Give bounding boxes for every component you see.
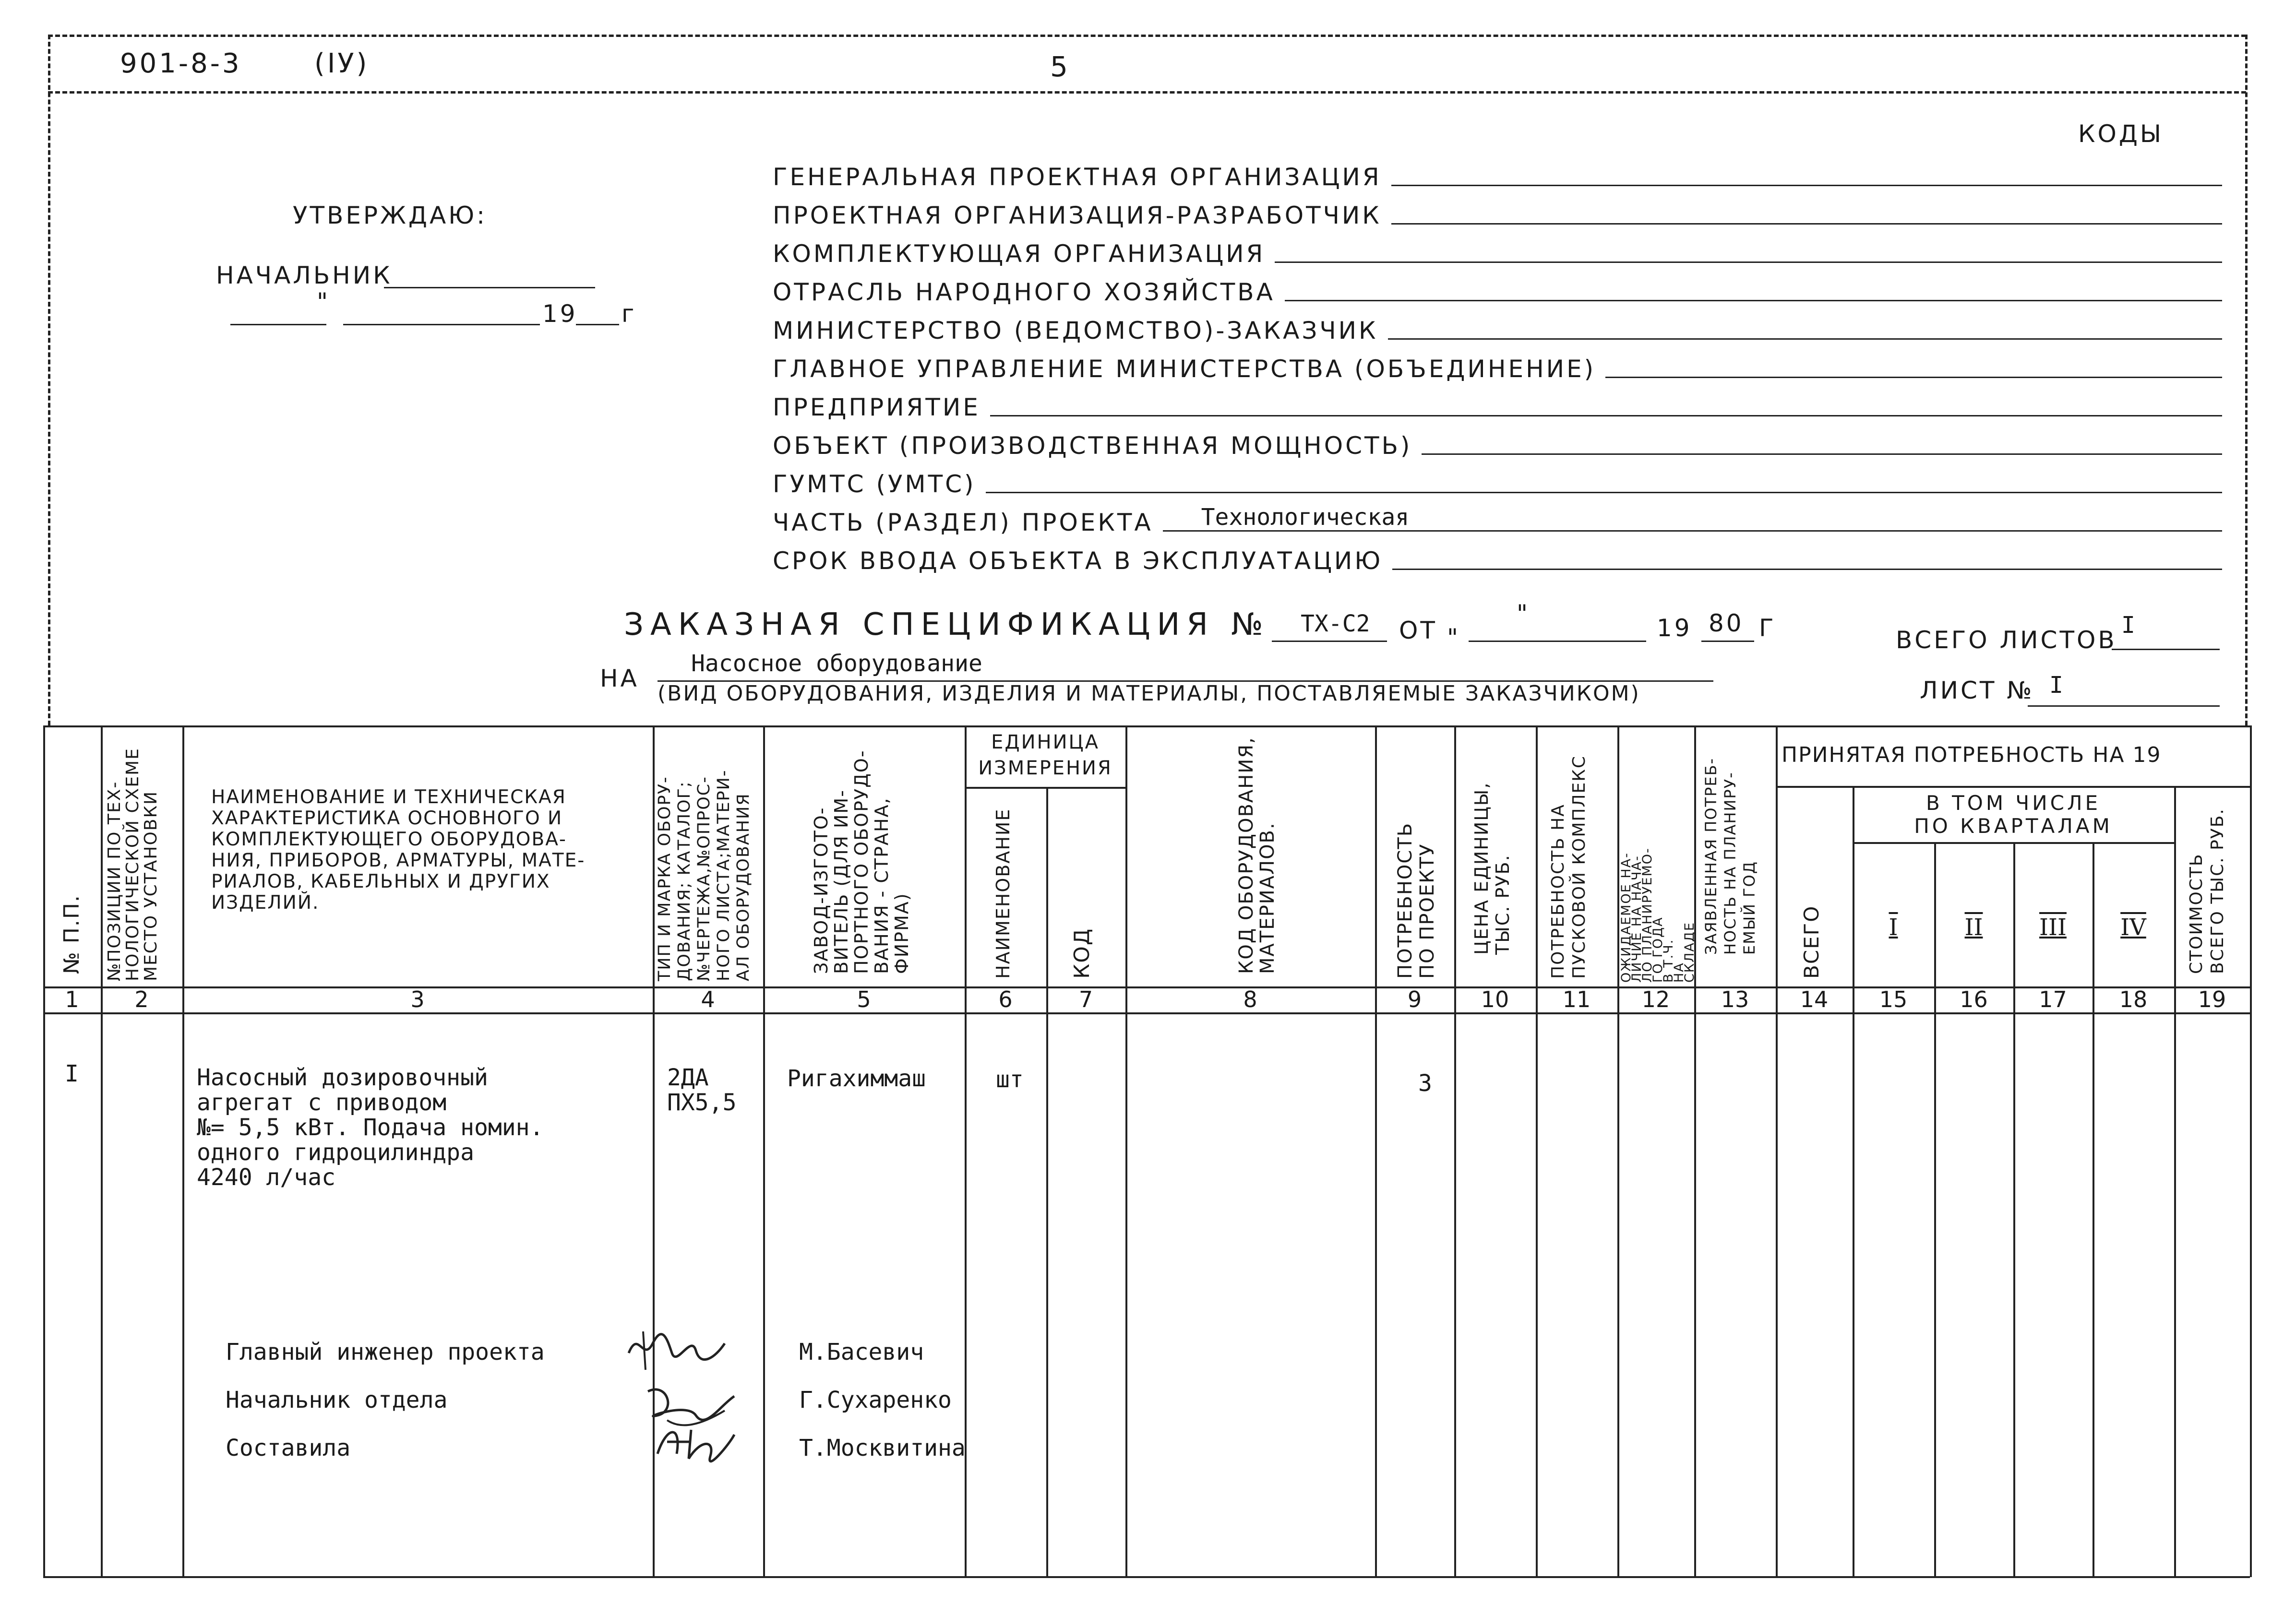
header-quantity: ПОТРЕБНОСТЬ ПО ПРОЕКТУ [1394, 822, 1438, 979]
org-field-line [1388, 338, 2222, 340]
col-border-16 [2013, 842, 2015, 1577]
org-field [773, 421, 2222, 460]
column-number: 13 [1721, 986, 1749, 1012]
spec-year-prefix: 19 [1657, 614, 1692, 642]
stamp-volume: (IУ) [314, 48, 370, 79]
header-declared: ЗАЯВЛЕННАЯ ПОТРЕБ- НОСТЬ НА ПЛАНИРУ- ЕМЫЙ ГОД [1702, 757, 1758, 955]
approve-year-suffix: г [622, 300, 637, 328]
header-position: №ПОЗИЦИИ ПО ТЕХ- НОЛОГИЧЕСКОЙ СХЕМЕ МЕСТО УСТАНОВКИ [105, 748, 161, 981]
col-border-8 [1375, 725, 1377, 1577]
org-field [773, 460, 2222, 498]
table-top-border [43, 725, 2250, 727]
column-number: 3 [410, 986, 425, 1012]
stamp-code: 901-8-3 [120, 48, 242, 79]
header-q4: IV [2120, 914, 2146, 941]
column-number: 10 [1481, 986, 1509, 1012]
column-number: 7 [1078, 986, 1093, 1012]
spec-date-line [1469, 641, 1646, 642]
handwritten-signature-1 [624, 1324, 729, 1377]
col-border-9 [1454, 725, 1456, 1577]
org-field-line [1275, 261, 2222, 263]
column-number: 2 [134, 986, 149, 1012]
signature-role: Главный инженер проекта [226, 1339, 545, 1366]
signature-name: Т.Москвитина [799, 1435, 966, 1461]
spec-title: ЗАКАЗНАЯ СПЕЦИФИКАЦИЯ № [624, 607, 1270, 642]
accepted-group-divider [1776, 786, 2250, 788]
signature-role: Начальник отдела [226, 1387, 448, 1413]
header-cost: СТОИМОСТЬ ВСЕГО ТЫС. РУБ. [2187, 808, 2227, 974]
col-border-13 [1776, 725, 1778, 1577]
col-border-14 [1853, 786, 1854, 1577]
row-quantity: 3 [1418, 1070, 1432, 1097]
org-fields [773, 153, 2222, 575]
frame-right-border [2245, 35, 2248, 725]
org-field-line [1285, 300, 2222, 301]
org-field-line [1391, 223, 2222, 225]
frame-top-border [48, 35, 2246, 37]
org-field [773, 191, 2222, 229]
header-unit-price: ЦЕНА ЕДИНИЦЫ, ТЫС. РУБ. [1471, 782, 1513, 955]
spec-date-quote-close: " [1517, 600, 1530, 628]
org-field [773, 536, 2222, 575]
col-border-19 [2250, 725, 2252, 1577]
column-number: 17 [2039, 986, 2067, 1012]
row-unit-name: шт [996, 1066, 1024, 1093]
col-border-1 [101, 725, 103, 1577]
unit-group-divider [965, 787, 1125, 789]
org-field [773, 306, 2222, 344]
approve-month-line [343, 324, 540, 325]
org-field-line [1605, 377, 2222, 378]
org-field-label: ПРОЕКТНАЯ ОРГАНИЗАЦИЯ-РАЗРАБОТЧИК [773, 202, 1382, 229]
header-q3: III [2039, 914, 2067, 941]
col-border-4 [763, 725, 765, 1577]
header-type: ТИП И МАРКА ОБОРУ- ДОВАНИЯ; КАТАЛОГ; №ЧЕРТЕЖА,№ОПРОС- НОГО ЛИСТА;МАТЕРИ- АЛ ОБОРУДОВАНИЯ [655, 769, 753, 981]
spec-number-line [1272, 641, 1387, 642]
total-sheets-label: ВСЕГО ЛИСТОВ [1896, 626, 2117, 654]
column-number: 6 [998, 986, 1013, 1012]
col-border-2 [182, 725, 184, 1577]
row-name: Насосный дозировочный агрегат с приводом №= 5,5 кВт. Подача номин. одного гидроцилиндра 4240 л/час [197, 1064, 544, 1191]
col-border-7 [1125, 725, 1127, 1577]
approve-title: УТВЕРЖДАЮ: [293, 202, 488, 229]
header-unit-group: ЕДИНИЦА ИЗМЕРЕНИЯ [978, 731, 1112, 779]
header-no: № П.П. [60, 894, 84, 974]
header-quarters-group: В ТОМ ЧИСЛЕ ПО КВАРТАЛАМ [1914, 791, 2113, 838]
row-type: 2ДА ПХ5,5 [667, 1064, 737, 1116]
approve-date-quote: " [317, 288, 330, 316]
spec-from: ОТ [1399, 617, 1437, 644]
column-number: 14 [1800, 986, 1829, 1012]
col-border-0 [43, 725, 45, 1577]
org-field-label: ЧАСТЬ (РАЗДЕЛ) ПРОЕКТА [773, 509, 1153, 536]
org-field-label: ПРЕДПРИЯТИЕ [773, 393, 981, 421]
signature-name: Г.Сухаренко [799, 1387, 952, 1413]
spec-subject: Насосное оборудование [691, 650, 982, 677]
column-number: 4 [701, 986, 715, 1012]
org-field-line [1163, 504, 2222, 532]
org-field-label: ОТРАСЛЬ НАРОДНОГО ХОЗЯЙСТВА [773, 278, 1275, 306]
org-field [773, 344, 2222, 383]
project-part-value: Технологическая [1201, 504, 1410, 531]
sheet-label: ЛИСТ № [1920, 677, 2034, 704]
header-start-complex: ПОТРЕБНОСТЬ НА ПУСКОВОЙ КОМПЛЕКС [1548, 755, 1589, 979]
header-name: НАИМЕНОВАНИЕ И ТЕХНИЧЕСКАЯ ХАРАКТЕРИСТИКА ОСНОВНОГО И КОМПЛЕКТУЮЩЕГО ОБОРУДОВА- НИЯ, ПРИБОРОВ, АРМАТУРЫ, МАТЕ- РИАЛОВ, КАБЕЛЬНЫХ И ДРУГИХ ИЗДЕЛИЙ. [211, 786, 586, 914]
frame-left-border [48, 35, 50, 725]
column-number: 19 [2198, 986, 2226, 1012]
org-field-label: ГЛАВНОЕ УПРАВЛЕНИЕ МИНИСТЕРСТВА (ОБЪЕДИНЕНИЕ) [773, 355, 1596, 383]
header-manufacturer: ЗАВОД-ИЗГОТО- ВИТЕЛЬ (ДЛЯ ИМ- ПОРТНОГО ОБОРУДО- ВАНИЯ - СТРАНА, ФИРМА) [811, 749, 912, 974]
row-manufacturer: Ригахиммаш [787, 1065, 926, 1092]
column-number: 9 [1407, 986, 1422, 1012]
spec-date-quote-open: " [1447, 624, 1460, 652]
col-border-17 [2093, 842, 2094, 1577]
approve-year-line [576, 324, 619, 325]
sheet-value: I [2049, 672, 2063, 699]
spec-year: 80 [1709, 609, 1744, 637]
total-sheets-line [2112, 649, 2220, 650]
signature-name: М.Басевич [799, 1339, 924, 1366]
approve-year-prefix: 19 [542, 300, 578, 328]
header-unit-code: КОД [1070, 927, 1094, 979]
org-field [773, 229, 2222, 268]
signature-role: Составила [226, 1435, 351, 1461]
codes-label: КОДЫ [2078, 120, 2164, 148]
spec-year-suffix: Г [1759, 614, 1776, 642]
header-q2: II [1964, 914, 1983, 941]
column-number: 16 [1960, 986, 1988, 1012]
org-field-line [1392, 569, 2222, 570]
org-field-label: КОМПЛЕКТУЮЩАЯ ОРГАНИЗАЦИЯ [773, 240, 1266, 268]
org-field-line [1422, 453, 2222, 455]
column-number: 1 [65, 986, 79, 1012]
org-field-label: СРОК ВВОДА ОБЪЕКТА В ЭКСПЛУАТАЦИЮ [773, 547, 1383, 575]
org-field-line [990, 415, 2222, 416]
header-accepted-group: ПРИНЯТАЯ ПОТРЕБНОСТЬ НА 19 [1782, 743, 2162, 767]
page-number: 5 [1050, 50, 1070, 83]
table-bottom-border [43, 1576, 2250, 1578]
approve-chief-line [384, 287, 595, 288]
org-field-line [986, 492, 2222, 493]
org-field [773, 383, 2222, 421]
approve-chief-label: НАЧАЛЬНИК [216, 261, 393, 289]
org-field [773, 153, 2222, 191]
org-field-label: МИНИСТЕРСТВО (ВЕДОМСТВО)-ЗАКАЗЧИК [773, 317, 1378, 344]
column-number: 18 [2119, 986, 2148, 1012]
spec-year-line [1701, 641, 1754, 642]
org-field [773, 498, 2222, 536]
approve-day-line [230, 324, 326, 325]
spec-subject-caption: (ВИД ОБОРУДОВАНИЯ, ИЗДЕЛИЯ И МАТЕРИАЛЫ, ПОСТАВЛЯЕМЫЕ ЗАКАЗЧИКОМ) [658, 681, 1640, 706]
org-field-line [1391, 185, 2222, 186]
handwritten-signature-3 [653, 1420, 749, 1468]
col-border-18 [2174, 786, 2176, 1577]
column-number: 11 [1562, 986, 1591, 1012]
spec-number: ТХ-С2 [1301, 610, 1370, 637]
column-number: 12 [1641, 986, 1670, 1012]
org-field-label: ГЕНЕРАЛЬНАЯ ПРОЕКТНАЯ ОРГАНИЗАЦИЯ [773, 163, 1382, 191]
org-field [773, 268, 2222, 306]
header-total: ВСЕГО [1800, 905, 1823, 979]
org-field-label: ГУМТС (УМТС) [773, 470, 976, 498]
header-equipment-code: КОД ОБОРУДОВАНИЯ, МАТЕРИАЛОВ. [1235, 736, 1279, 974]
col-border-15 [1934, 842, 1936, 1577]
col-border-6 [1046, 787, 1048, 1577]
row-number: I [65, 1060, 79, 1087]
frame-stamp-separator [48, 91, 2246, 94]
column-number: 8 [1243, 986, 1257, 1012]
column-number: 15 [1879, 986, 1908, 1012]
sheet-line [2028, 705, 2220, 707]
spec-on-label: НА [600, 665, 639, 692]
col-border-10 [1536, 725, 1538, 1577]
org-field-label: ОБЪЕКТ (ПРОИЗВОДСТВЕННАЯ МОЩНОСТЬ) [773, 432, 1412, 460]
header-unit-name: НАИМЕНОВАНИЕ [993, 808, 1014, 979]
header-expected: ОЖИДАЕМОЕ НА- ЛИЧИЕ НА НАЧА- ЛО ПЛАНИРУЕМО- ГО ГОДА В Т.Ч. НА СКЛАДЕ [1619, 847, 1697, 983]
header-q1: I [1889, 914, 1898, 941]
total-sheets-value: I [2121, 612, 2135, 639]
column-number: 5 [857, 986, 871, 1012]
table-colnum-bottom [43, 1012, 2250, 1014]
